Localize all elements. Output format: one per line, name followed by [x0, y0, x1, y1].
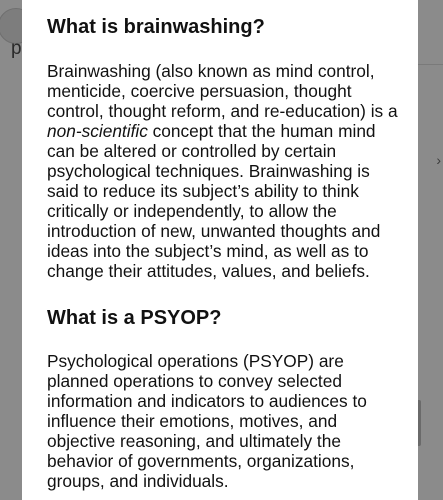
article-content [22, 0, 418, 491]
section-heading-brainwashing: What is brainwashing? [47, 16, 265, 38]
background-divider [418, 64, 443, 65]
section-paragraph-psyop: Psychological operations (PSYOP) are planned operations to convey selected information and indicators to audiences to influence their emotions, motives, and objective reasoning, and ultimately the behavior of governments, organizations, groups, and individuals. [47, 351, 367, 491]
chevron-right-icon: › [436, 152, 441, 168]
paragraph-emphasis: non-scientific [47, 121, 148, 141]
section-paragraph-brainwashing [47, 61, 398, 281]
background-text: p [11, 38, 22, 59]
paragraph-text: concept that the human mind can be altered or controlled by certain psychological techniques. Brainwashing is said to reduce its subject’s ability to think critically or independently, to allow the introduction of new, unwanted thoughts and ideas into the subject’s mind, as well as to change their attitudes, values, and beliefs. [47, 121, 381, 281]
section-heading-psyop: What is a PSYOP? [47, 307, 222, 329]
article-sheet[interactable] [22, 0, 418, 500]
paragraph-text: Brainwashing (also known as mind control, menticide, coercive persuasion, thought control, thought reform, and re-education) is a [47, 61, 398, 121]
